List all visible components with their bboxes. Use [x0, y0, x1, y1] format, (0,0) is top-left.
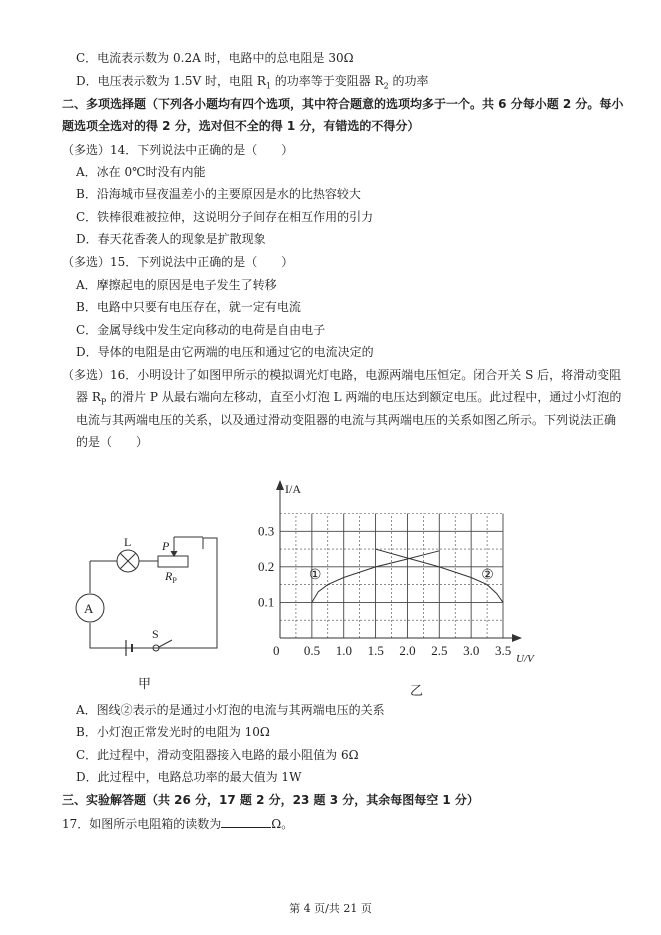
series-label-1: ①: [308, 567, 322, 583]
y-axis-label: I/A: [285, 482, 301, 496]
ammeter-label: A: [84, 601, 94, 616]
lamp-icon: [117, 550, 139, 572]
y-tick-label: 0.1: [258, 594, 275, 610]
x-tick-label: 0.5: [303, 643, 321, 658]
switch-icon: [153, 640, 172, 651]
x-tick-label: 2.5: [431, 643, 448, 658]
circuit-caption: 甲: [138, 676, 152, 691]
rheostat-label: $R_P$: [165, 569, 177, 585]
y-tick-label: 0.3: [258, 523, 275, 539]
q15-option-b: B．电路中只要有电压存在，就一定有电流: [76, 300, 301, 314]
q15-option-c: C．金属导线中发生定向移动的电荷是自由电子: [76, 323, 326, 337]
lamp-label: L: [124, 535, 132, 549]
q13-option-d: D．电压表示数为 1.5V 时，电阻 $R_1$ 的功率等于变阻器 $R_2$ 的功率: [76, 74, 429, 91]
x-tick-label: 1.0: [335, 643, 352, 658]
page-footer: 第 4 页/共 21 页: [289, 902, 372, 915]
x-axis-label: U/V: [516, 653, 534, 665]
x-tick-label: 1.5: [367, 643, 384, 658]
chart-caption: 乙: [410, 683, 424, 698]
x-tick-label: 2.0: [399, 643, 416, 658]
q16-stem-line1: （多选）16．小明设计了如图甲所示的模拟调光灯电路，电源两端电压恒定。闭合开关 S 后，将滑动变阻: [62, 368, 622, 382]
y-tick-label: 0.2: [258, 558, 275, 574]
q16-option-a: A．图线②表示的是通过小灯泡的电流与其两端电压的关系: [76, 703, 385, 717]
x-tick-label: 3.5: [495, 643, 512, 658]
q16-stem-line2: 器 $R_P$ 的滑片 P 从最右端向左移动，直至小灯泡 L 两端的电压达到额定电压。此过程中，通过小灯泡的: [76, 390, 622, 407]
q14-option-a: A．冰在 0℃时没有内能: [76, 165, 206, 179]
q14-option-b: B．沿海城市昼夜温差小的主要原因是水的比热容较大: [76, 187, 361, 201]
origin-label: 0: [273, 643, 280, 658]
q14-option-c: C．铁棒很难被拉伸，这说明分子间存在相互作用的引力: [76, 210, 374, 224]
q14-option-d: D．春天花香袭人的现象是扩散现象: [76, 232, 266, 246]
x-tick-label: 3.0: [463, 643, 480, 658]
q16-option-b: B．小灯泡正常发光时的电阻为 10Ω: [76, 725, 270, 739]
q15-option-d: D．导体的电阻是由它两端的电压和通过它的电流决定的: [76, 345, 374, 359]
section3-heading: 三、实验解答题（共 26 分，17 题 2 分，23 题 3 分，其余每图每空 1 分）: [62, 793, 479, 807]
y-axis-arrow: [276, 480, 284, 490]
q15-option-a: A．摩擦起电的原因是电子发生了转移: [76, 278, 277, 292]
q14-stem: （多选）14．下列说法中正确的是（ ）: [62, 143, 294, 157]
q15-stem: （多选）15．下列说法中正确的是（ ）: [62, 255, 294, 269]
series-label-2: ②: [481, 567, 494, 583]
q13-option-c: C．电流表示数为 0.2A 时，电路中的总电阻是 30Ω: [76, 51, 354, 65]
slider-label: P: [162, 539, 170, 553]
iu-chart: [250, 470, 540, 700]
switch-label: S: [152, 627, 159, 641]
x-axis-arrow: [512, 634, 522, 642]
section2-heading-line1: 二、多项选择题（下列各小题均有四个选项，其中符合题意的选项均多于一个。共 6 分每小题 2 分。每小: [62, 97, 624, 111]
section2-heading-line2: 题选项全选对的得 2 分，选对但不全的得 1 分，有错选的不得分）: [62, 119, 420, 133]
q17-stem: 17．如图所示电阻箱的读数为 Ω。: [62, 817, 294, 831]
q16-stem-line3: 电流与其两端电压的关系，以及通过滑动变阻器的电流与其两端电压的关系如图乙所示。下列说法正确: [76, 413, 617, 427]
q16-option-c: C．此过程中，滑动变阻器接入电路的最小阻值为 6Ω: [76, 748, 359, 762]
q16-option-d: D．此过程中，电路总功率的最大值为 1W: [76, 770, 302, 784]
circuit-diagram: [60, 470, 260, 700]
answer-blank[interactable]: [221, 815, 271, 828]
q16-stem-line4: 的是（ ）: [76, 435, 149, 449]
